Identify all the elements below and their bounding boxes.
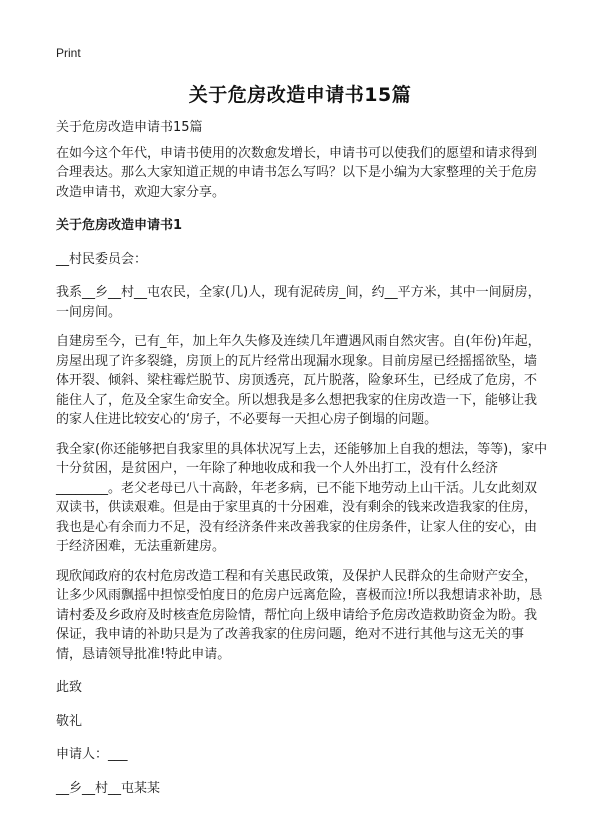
closing-line: 敬礼 — [56, 713, 83, 729]
section-heading: 关于危房改造申请书1 — [56, 218, 183, 233]
body-paragraph: 我全家(你还能够把自我家里的具体状况写上去，还能够加上自我的想法，等等)，家中十分贫困，是贫困户，一年除了种地收成和我一个人外出打工，没有什么经济________。老父老母已八十高龄，年老多病，已不能下地劳动上山干活。儿女此刻双双读书，供读艰难。但是由于家里真的十分困难，没有剩余的钱来改造我家的住房，我也是心有余而力不足，没有经济条件来改善我家的住房条件，让家人住的安心，由于经济困难，无法重新建房。 — [56, 441, 548, 554]
body-paragraph: 自建房至今，已有_年，加上年久失修及连续几年遭遇风雨自然灾害。自(年份)年起，房屋出现了许多裂缝，房顶上的瓦片经常出现漏水现象。目前房屋已经摇摇欲坠，墙体开裂、倾斜、梁柱霉烂脱节、房顶透亮，瓦片脱落，险象环生，已经成了危房，不能住人了，危及全家生命安全。所以想我是多么想把我家的住房改造一下，能够让我的家人住进比较安心的‘房子，不必要每一天担心房子倒塌的问题。 — [56, 334, 541, 427]
intro-paragraph: 在如今这个年代，申请书使用的次数愈发增长，申请书可以使我们的愿望和请求得到合理表达。那么大家知道正规的申请书怎么写吗？以下是小编为大家整理的关于危房改造申请书，欢迎大家分享。 — [56, 145, 538, 200]
closing-line: 此致 — [56, 680, 83, 695]
salutation: __村民委员会： — [56, 251, 148, 267]
applicant-line: 申请人：___ — [56, 747, 128, 762]
print-link[interactable]: Print — [56, 46, 81, 60]
document-body — [56, 118, 548, 812]
body-paragraph: 我系__乡__村__屯农民，全家(几)人，现有泥砖房_间，约__平方米，其中一间厨房，一间房间。 — [56, 285, 541, 320]
body-paragraph: 现欣闻政府的农村危房改造工程和有关惠民政策，及保护人民群众的生命财产安全，让多少风雨飘摇中担惊受怕度日的危房户远离危险，喜极而泣!所以我想请求补助，恳请村委及乡政府及时核查危房险情，帮忙向上级申请给予危房改造救助资金为盼。我保证，我申请的补助只是为了改善我家的住房问题，绝对不进行其他与这无关的事情，恳请领导批准!特此申请。 — [56, 568, 543, 662]
address-line: __乡__村__屯某某 — [56, 780, 161, 796]
document-subtitle: 关于危房改造申请书15篇 — [56, 120, 203, 135]
page-title: 关于危房改造申请书15篇 — [188, 84, 412, 106]
